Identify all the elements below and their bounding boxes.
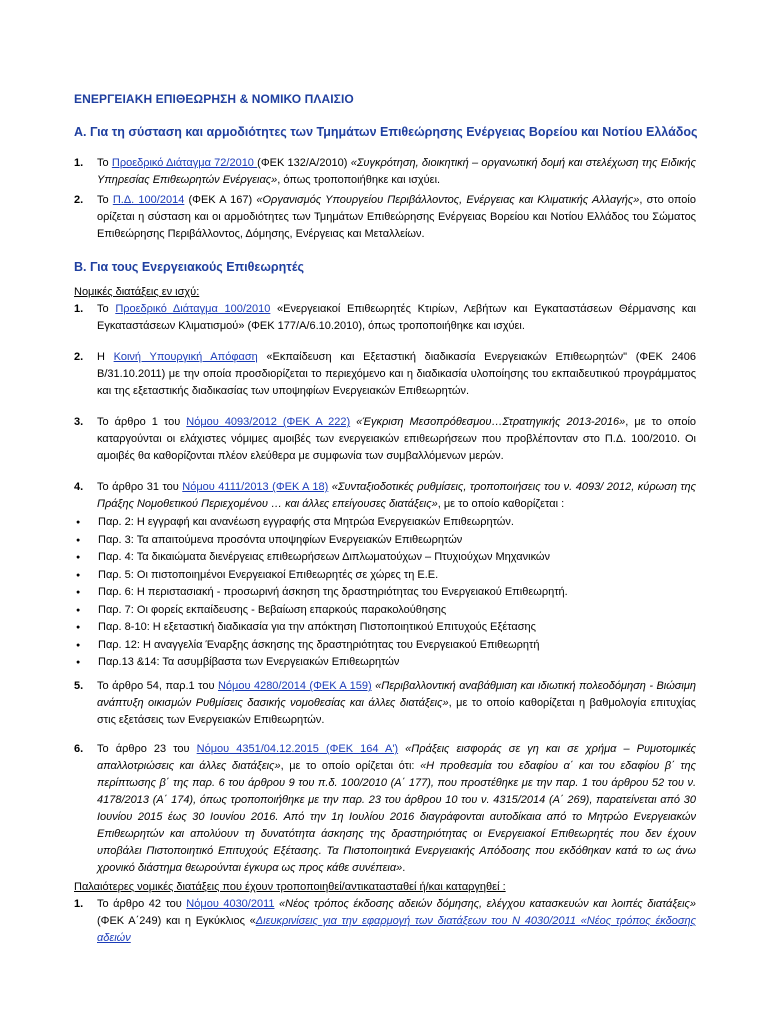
page-title: ΕΝΕΡΓΕΙΑΚΗ ΕΠΙΘΕΩΡΗΣΗ & ΝΟΜΙΚΟ ΠΛΑΙΣΙΟ [74, 92, 354, 106]
item-number: 4. [74, 481, 84, 493]
section-a-title: A. Για τη σύσταση και αρμοδιότητες των Τμημάτων Επιθεώρησης Ενέργειας Βορείου και Νοτίου Ελλάδος [74, 125, 698, 139]
pd-72-2010-link[interactable]: Προεδρικό Διάταγμα 72/2010 [111, 157, 258, 169]
section-b-item-3 [74, 414, 696, 465]
older-item-1 [74, 896, 696, 947]
item-italic-text: «Η προθεσμία του εδαφίου α΄ και του εδαφίου β΄ της περίπτωσης β΄ της παρ. 6 του άρθρου 9 του π.δ. 100/2010 (Α΄ 177), που προστέθηκε με την παρ. 1 του άρθρου 52 του ν. 4178/2013 (Α΄ 174), όπως τροποποιήθηκε με την παρ. 23 του άρθρου 10 του ν. 4315/2014 (Α΄ 269), παρατείνεται από 30 Ιουνίου 2015 έως 30 Ιουνίου 2016. Από την 1η Ιουλίου 2016 διαγράφονται αυτοδίκαια από το Μητρώο Ενεργειακών Επιθεωρητών και απολύουν τη δυνατότητα άσκησης της δραστηριότητας οι Ενεργειακοί Επιθεωρητές που δεν έχουν υποβάλει Πιστοποιητικό Επιτυχούς Εξέτασης. Τα Πιστοποιητικά Ενεργειακής Απόδοσης που εκδόθηκαν κατά το ως άνω χρονικό διάστημα θεωρούνται έγκυρα ως προς κάθε συνέπεια» [97, 760, 697, 874]
law-4111-2013-link[interactable]: Νόμου 4111/2013 (ΦΕΚ Α 18) [182, 481, 329, 493]
pd-100-2014-link[interactable]: Π.Δ. 100/2014 [112, 194, 185, 206]
paragraph-list-item: ● Παρ. 7: Οι φορείς εκπαίδευσης - Βεβαίωση επαρκούς παρακολούθησης [74, 602, 696, 620]
item-text: Το άρθρο 1 του [97, 416, 187, 428]
item-number: 2. [74, 194, 84, 206]
item-italic-text: «Οργανισμός Υπουργείου Περιβάλλοντος, Ενέργειας και Κλιματικής Αλλαγής» [256, 194, 640, 206]
item-italic-text: «Συγκρότηση, διοικητική – οργανωτική δομή και στελέχωση της Ειδικής Υπηρεσίας Επιθεωρητών Ενέργειας» [97, 157, 696, 186]
in-force-label: Νομικές διατάξεις εν ισχύ: [74, 286, 200, 298]
item-text: Το [97, 194, 113, 206]
paragraph-list-item: ● Παρ. 2: Η εγγραφή και ανανέωση εγγραφής στα Μητρώα Ενεργειακών Επιθεωρητών. [74, 514, 696, 532]
item-text: «Εκπαίδευση και Εξεταστική διαδικασία Ενεργειακών Επιθεωρητών" (ΦΕΚ 2406 Β/31.10.2011) με την οποία προσδιορίζεται το περιεχόμενο και η διαδικασία υλοποίησης του εκπαιδευτικού προγράμματος και της εξεταστικής διαδικασίας των υποψηφίων Ενεργειακών Επιθεωρητών. [97, 351, 696, 397]
item-number: 5. [74, 680, 84, 692]
item-number: 1. [74, 157, 84, 169]
law-4093-2012-link[interactable]: Νόμου 4093/2012 (ΦΕΚ Α 222) [186, 416, 351, 428]
paragraph-list-item: ● Παρ. 5: Οι πιστοποιημένοι Ενεργειακοί Επιθεωρητές σε χώρες τη Ε.Ε. [74, 567, 696, 585]
section-b-item-1 [74, 301, 696, 335]
item-text: , με το οποίο καταργούνται οι ελάχιστες νόμιμες αμοιβές των ενεργειακών επιθεωρήσεων που προβλέπονταν στο Π.Δ. 100/2010. Οι αμοιβές θα καθορίζονται πλέον ελεύθερα με συμφωνία των συμβαλλόμενων μερών. [97, 416, 697, 462]
item-number: 1. [74, 898, 84, 910]
item-italic-text: «Νέος τρόπος έκδοσης αδειών δόμησης, ελέγχου κατασκευών και λοιπές διατάξεις» [274, 898, 696, 910]
item-number: 3. [74, 416, 84, 428]
paragraph-list-item: ● Παρ. 8-10: Η εξεταστική διαδικασία για την απόκτηση Πιστοποιητικού Επιτυχούς Εξέτασης [74, 619, 696, 637]
paragraph-list-item: ● Παρ. 6: Η περιστασιακή - προσωρινή άσκηση της δραστηριότητας του Ενεργειακού Επιθεωρητή. [74, 584, 696, 602]
law-4030-2011-link[interactable]: Νόμου 4030/2011 [186, 898, 275, 910]
law-4280-2014-link[interactable]: Νόμου 4280/2014 (ΦΕΚ Α 159) [217, 680, 372, 692]
item-text: (ΦΕΚ Α΄249) και η Εγκύκλιος « [97, 915, 256, 927]
law-4351-2015-link[interactable]: Νόμου 4351/04.12.2015 (ΦΕΚ 164 Α') [196, 743, 399, 755]
item-text: (ΦΕΚ 132/Α/2010) [257, 157, 351, 169]
section-b-item-6 [74, 741, 696, 877]
paragraph-list-item: ● Παρ.13 &14: Τα ασυμβίβαστα των Ενεργειακών Επιθεωρητών [74, 654, 696, 672]
item-text: Το [97, 303, 116, 315]
section-b-title: B. Για τους Ενεργειακούς Επιθεωρητές [74, 260, 304, 274]
paragraph-list-item: ● Παρ. 3: Τα απαιτούμενα προσόντα υποψηφίων Ενεργειακών Επιθεωρητών [74, 532, 696, 550]
item-text: (ΦΕΚ Α 167) [184, 194, 257, 206]
item-text: , με το οποίο ορίζεται ότι: [280, 760, 421, 772]
item-text: Το άρθρο 31 του [97, 481, 183, 493]
item-text: Το άρθρο 23 του [97, 743, 197, 755]
item-text: , στο οποίο ορίζεται η σύσταση και οι αρμοδιότητες των Τμημάτων Επιθεώρησης Ενέργειας Βορείου και Νοτίου Ελλάδος του Σώματος Επιθεώρησης Περιβάλλοντος, Δόμησης, Ενέργειας και Μεταλλείων. [97, 194, 696, 240]
section-b-item-4 [74, 479, 696, 672]
item-text: , με το οποίο καθορίζεται η βαθμολογία επιτυχίας στις εξετάσεις των Ενεργειακών Επιθεωρητών. [97, 697, 696, 726]
item-number: 6. [74, 743, 84, 755]
item-text: Το άρθρο 42 του [97, 898, 187, 910]
kya-link[interactable]: Κοινή Υπουργική Απόφαση [113, 351, 258, 363]
item-italic-text: «Συνταξιοδοτικές ρυθμίσεις, τροποποιήσεις του ν. 4093/ 2012, κύρωση της Πράξης Νομοθετικού Περιεχομένου … και άλλες επείγουσες διατάξεις» [97, 481, 696, 510]
section-a-item-2 [74, 192, 696, 243]
item-text: , όπως τροποποιήθηκε και ισχύει. [277, 174, 441, 186]
item-text: Το άρθρο 54, παρ.1 του [97, 680, 218, 692]
older-provisions-label: Παλαιότερες νομικές διατάξεις που έχουν τροποποιηθεί/αντικατασταθεί ή/και καταργηθεί : [74, 881, 506, 893]
section-a-item-1 [74, 155, 696, 189]
item-number: 1. [74, 303, 84, 315]
item-text: . [402, 862, 406, 874]
circular-link[interactable]: Διευκρινίσεις για την εφαρμογή των διατάξεων του Ν 4030/2011 «Νέος τρόπος έκδοσης αδειών [97, 915, 696, 944]
item-text: Το [97, 157, 112, 169]
item-italic-text: «Έγκριση Μεσοπρόθεσμου…Στρατηγικής 2013-2016» [350, 416, 626, 428]
item-text: , με το οποίο καθορίζεται : [437, 498, 565, 510]
section-b-item-5 [74, 678, 696, 729]
pd-100-2010-link[interactable]: Προεδρικό Διάταγμα 100/2010 [115, 303, 271, 315]
paragraph-list [74, 514, 696, 672]
item-italic-text: «Περιβαλλοντική αναβάθμιση και ιδιωτική πολεοδόμηση - Βιώσιμη ανάπτυξη οικισμών Ρυθμίσεις δασικής νομοθεσίας και άλλες διατάξεις» [97, 680, 697, 709]
paragraph-list-item: ● Παρ. 4: Τα δικαιώματα διενέργειας επιθεωρήσεων Διπλωματούχων – Πτυχιούχων Μηχανικών [74, 549, 696, 567]
item-number: 2. [74, 351, 84, 363]
item-text: «Ενεργειακοί Επιθεωρητές Κτιρίων, Λεβήτων και Εγκαταστάσεων Θέρμανσης και Εγκαταστάσεων Κλιματισμού» (ΦΕΚ 177/Α/6.10.2010), όπως τροποποιήθηκε και ισχύει. [97, 303, 696, 332]
paragraph-list-item: ● Παρ. 12: Η αναγγελία Έναρξης άσκησης της δραστηριότητας του Ενεργειακού Επιθεωρητή [74, 637, 696, 655]
item-text: Η [97, 351, 114, 363]
item-italic-text: «Πράξεις εισφοράς σε γη και σε χρήμα – Ρυμοτομικές απαλλοτριώσεις και άλλες διατάξεις» [97, 743, 696, 772]
section-b-item-2 [74, 349, 696, 400]
